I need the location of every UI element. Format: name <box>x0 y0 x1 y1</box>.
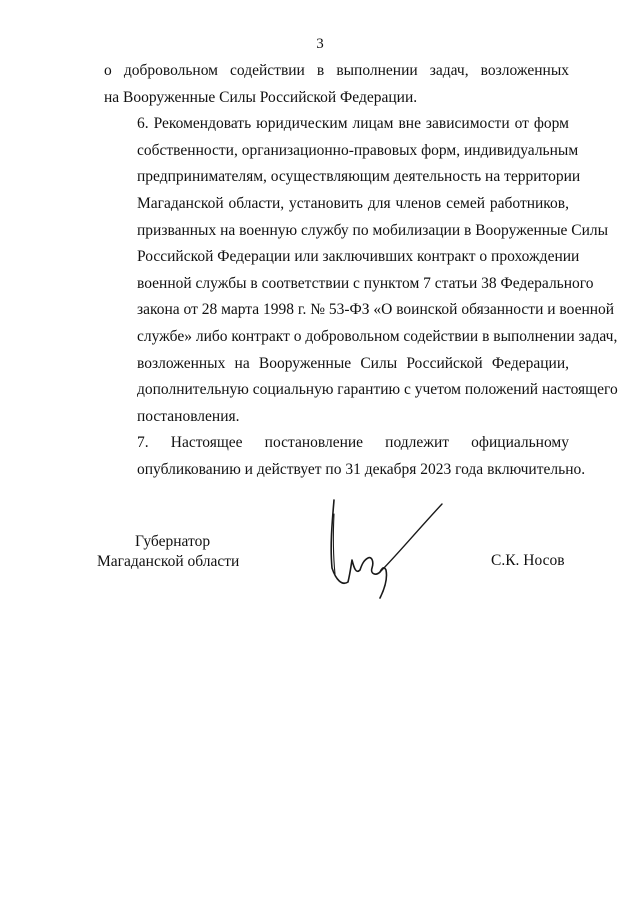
position-region: Магаданской области <box>97 553 240 570</box>
paragraph-item-7 <box>104 430 586 483</box>
paragraph-item-6 <box>104 111 618 430</box>
handwritten-signature <box>318 494 468 604</box>
text-line: призванных на военную службу по мобилизации в Вооруженные Силы <box>137 221 609 239</box>
text-line: службе» либо контракт о добровольном содействии в выполнении задач, <box>137 327 618 345</box>
text-line: постановления. <box>137 407 240 425</box>
text-line: закона от 28 марта 1998 г. № 53-ФЗ «О воинской обязанности и военной <box>137 301 615 319</box>
signatory-name: С.К. Носов <box>491 552 565 569</box>
position-title: Губернатор <box>135 533 211 550</box>
text-line: дополнительную социальную гарантию с учетом положений настоящего <box>137 381 618 399</box>
text-line: на Вооруженные Силы Российской Федерации. <box>104 88 418 106</box>
signatory-position <box>97 532 239 572</box>
text-line: военной службы в соответствии с пунктом 7 статьи 38 Федерального <box>137 274 594 292</box>
text-line: 6. Рекомендовать юридическим лицам вне зависимости от форм <box>137 115 569 133</box>
page-number: 3 <box>316 36 324 52</box>
paragraph-continuation <box>104 58 569 111</box>
text-line: собственности, организационно-правовых форм, индивидуальным <box>137 141 579 159</box>
text-line: опубликованию и действует по 31 декабря 2023 года включительно. <box>137 460 586 478</box>
text-line: 7. Настоящее постановление подлежит официальному <box>137 434 569 452</box>
text-line: о добровольном содействии в выполнении задач, возложенных <box>104 62 569 79</box>
document-body <box>104 58 618 484</box>
text-line: Российской Федерации или заключивших контракт о прохождении <box>137 248 580 266</box>
text-line: предпринимателям, осуществляющим деятельность на территории <box>137 168 581 186</box>
text-line: Магаданской области, установить для членов семей работников, <box>137 194 569 212</box>
text-line: возложенных на Вооруженные Силы Российской Федерации, <box>137 354 569 372</box>
